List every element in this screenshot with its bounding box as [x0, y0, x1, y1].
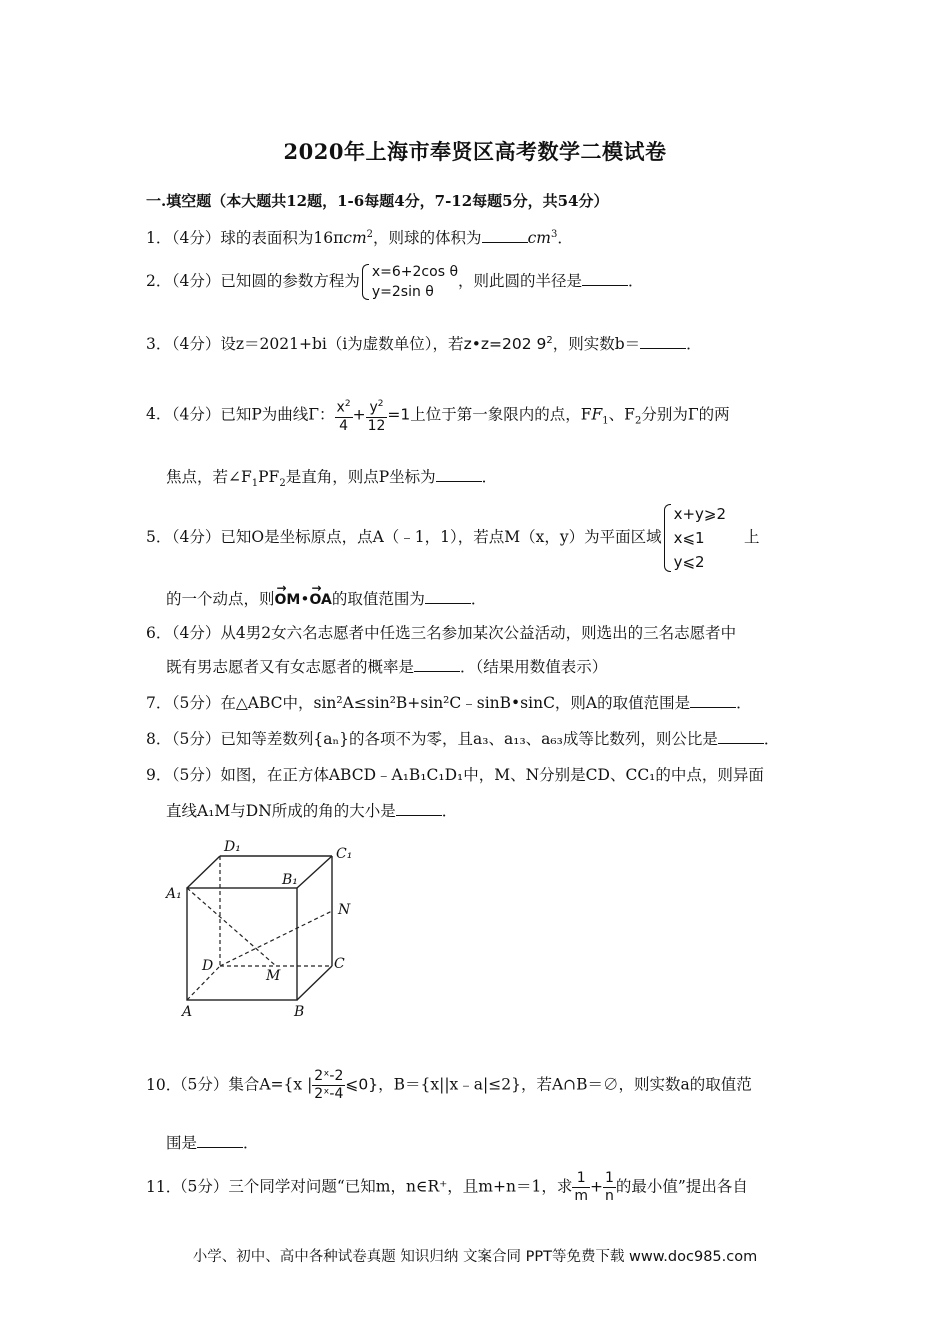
question-6-line-2: 既有男志愿者又有女志愿者的概率是 ．（结果用数值表示） — [166, 658, 608, 676]
answer-blank[interactable] — [482, 228, 528, 243]
label-D1: D₁ — [224, 839, 241, 855]
inequality-system: x+y⩾2 x⩽1 y⩽2 — [662, 502, 726, 574]
question-8: 8．（5分）已知等差数列{aₙ}的各项不为零，且a₃、a₁₃、a₆₃成等比数列，则公比是 ． — [146, 730, 780, 748]
question-5-line-2: 的一个动点，则→ OM•→ OA的取值范围为 ． — [166, 588, 486, 611]
label-B: B — [294, 1004, 305, 1018]
fraction-1-over-n: $\frac{1}{n}$ — [604, 1170, 614, 1204]
label-D: D — [202, 958, 214, 974]
section-heading: 一.填空题（本大题共12题，1-6每题4分，7-12每题5分，共54分） — [146, 192, 609, 210]
question-3: 3．（4分）设z＝2021+bi（i为虚数单位），若z•z=202 $9^2$，则实数b＝ ． — [146, 335, 702, 354]
question-9-line-2: 直线A₁M与DN所成的角的大小是 ． — [166, 802, 458, 820]
answer-blank[interactable] — [396, 801, 442, 816]
answer-blank[interactable] — [718, 729, 764, 744]
label-C: C — [334, 956, 345, 972]
label-B1: B₁ — [282, 872, 298, 888]
fraction-1-over-m: $\frac{1}{m}$ — [574, 1170, 588, 1204]
label-N: N — [338, 902, 351, 918]
line-dn — [220, 911, 332, 966]
vector-oa: → OA — [310, 589, 332, 611]
footer: 小学、初中、高中各种试卷真题 知识归纳 文案合同 PPT等免费下载 www.doc985.com — [192, 1249, 758, 1265]
answer-blank[interactable] — [582, 271, 628, 286]
question-10: 10．（5分）集合A={x | $\frac{\text{2ˣ-2}}{\text{2ˣ-4}}$ ⩽0}，B＝{x||x﹣a|≤2}，若A∩B＝∅，则实数a的取值范 — [146, 1068, 752, 1102]
question-9: 9．（5分）如图，在正方体ABCD﹣A₁B₁C₁D₁中，M、N分别是CD、CC₁的中点，则异面 — [146, 766, 764, 784]
answer-blank[interactable] — [414, 657, 460, 672]
question-6: 6．（4分）从4男2女六名志愿者中任选三名参加某次公益活动，则选出的三名志愿者中 — [146, 624, 737, 642]
question-2: 2．（4分）已知圆的参数方程为 x=6+2cos θ y=2sin θ ，则此圆的半径是 ． — [146, 264, 644, 300]
parametric-system: x=6+2cos θ y=2sin θ — [360, 262, 458, 302]
answer-blank[interactable] — [197, 1133, 243, 1148]
fraction-y: $\frac{y^2}{12}$ — [366, 396, 388, 435]
question-5: 5．（4分）已知O是坐标原点，点A（﹣1，1），若点M（x，y）为平面区域 x+y⩾2 x⩽1 y⩽2 上 — [146, 502, 760, 574]
line-a1m — [187, 888, 276, 966]
answer-blank[interactable] — [690, 693, 736, 708]
label-C1: C₁ — [336, 846, 353, 862]
question-4-line-2: 焦点，若$\angle F_1PF_2$是直角，则点P坐标为 ． — [166, 468, 498, 490]
question-1: 1．（4分）球的表面积为16πcm$^2$，则球的体积为 $cm^3$． — [146, 229, 573, 248]
page-title: 2020年上海市奉贤区高考数学二模试卷 — [283, 139, 667, 164]
answer-blank[interactable] — [640, 334, 686, 349]
vector-om: → OM — [275, 589, 301, 611]
label-M: M — [266, 968, 281, 984]
question-11: 11．（5分）三个同学对问题“已知m，n∈R⁺，且m+n＝1，求 $\frac{1}{m}$ + $\frac{1}{n}$ 的最小值”提出各自 — [146, 1170, 748, 1204]
label-A: A — [182, 1004, 193, 1018]
question-10-line-2: 围是 ． — [166, 1134, 259, 1152]
fraction-x: $\frac{x^2}{4}$ — [335, 396, 353, 435]
question-4: 4．（4分）已知P为曲线Γ： $\frac{x^2}{4}$ + $\frac{y^2}{12}$ =1上位于第一象限内的点，$FF_1$、$F_2$分别为Γ的两 — [146, 396, 730, 435]
fraction-set-a: $\frac{\text{2ˣ-2}}{\text{2ˣ-4}}$ — [314, 1068, 344, 1102]
label-A1: A₁ — [166, 886, 182, 902]
answer-blank[interactable] — [436, 467, 482, 482]
answer-blank[interactable] — [425, 589, 471, 604]
cube-figure — [160, 838, 370, 1018]
question-7: 7．（5分）在△ABC中，sin²A≤sin²B+sin²C﹣sinB•sinC，则A的取值范围是 ． — [146, 694, 752, 712]
